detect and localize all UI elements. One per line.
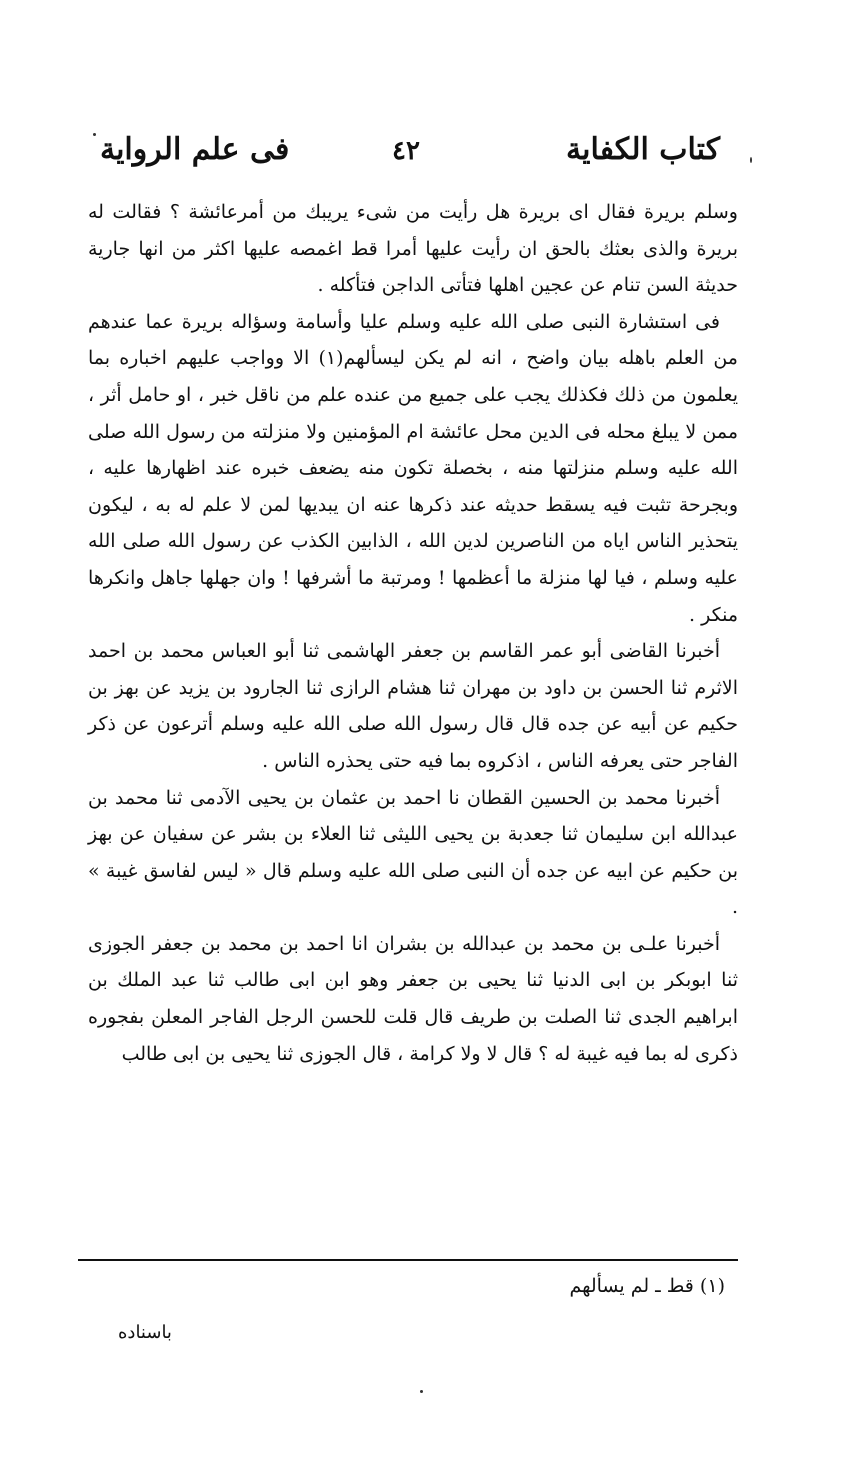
book-title: كتاب الكفاية [566,132,720,167]
paragraph-4: أخبرنا محمد بن الحسين القطان نا احمد بن عثمان بن يحيى الآدمى ثنا محمد بن عبدالله ابن سليمان ثنا جعدبة بن يحيى الليثى ثنا العلاء بن بشر عن سفيان عن بهز بن حكيم عن ابيه عن جده أن النبى صلى الله عليه وسلم قال « ليس لفاسق غيبة » . [88,786,738,919]
catchword: باسناده [118,1322,172,1343]
running-header [100,132,720,182]
page-speck [750,157,752,163]
section-title: فى علم الرواية [100,132,290,167]
footnote-divider [78,1259,738,1261]
page-speck [93,133,96,136]
page-number: ٤٢ [392,136,420,166]
footnote: (١) قط ـ لم يسألهم [569,1275,725,1297]
paragraph-1: وسلم بريرة فقال اى بريرة هل رأيت من شىء يريبك من أمرعائشة ؟ فقالت له بريرة والذى بعثك بالحق ان رأيت عليها أمرا قط اغمصه عليها اكثر من انها جارية حديثة السن تنام عن عجين اهلها فتأتى الداجن فتأكله . [88,201,738,297]
paragraph-2: فى استشارة النبى صلى الله عليه وسلم عليا وأسامة وسؤاله بريرة عما عندهم من العلم باهله بيان واضح ، انه لم يكن ليسألهم(١) الا وواجب عليهم اخباره بما يعلمون من ذلك فكذلك يجب على جميع من عنده علم من ناقل خبر ، او حامل أثر ، ممن لا يبلغ محله فى الدين محل عائشة ام المؤمنين ولا منزلته من رسول الله صلى الله عليه وسلم منزلتها منه ، بخصلة تكون منه يضعف خبره عند اظهارها عليه ، وبجرحة تثبت فيه يسقط حديثه عند ذكرها عنه ان يبديها لمن لا علم له به ، ليكون يتحذير الناس اياه من الناصرين لدين الله ، الذابين الكذب عن رسول الله صلى الله عليه وسلم ، فيا لها منزلة ما أعظمها ! ومرتبة ما أشرفها ! وان جهلها جاهل وانكرها منكر . [88,310,738,626]
paragraph-3: أخبرنا القاضى أبو عمر القاسم بن جعفر الهاشمى ثنا أبو العباس محمد بن احمد الاثرم ثنا الحسن بن داود بن مهران ثنا هشام الرازى ثنا الجارود بن يزيد عن بهز بن حكيم عن أبيه عن جده قال قال رسول الله صلى الله عليه وسلم أترعون عن ذكر الفاجر حتى يعرفه الناس ، اذكروه بما فيه حتى يحذره الناس . [88,640,738,772]
main-text [88,194,738,1072]
paragraph-5: أخبرنا علـى بن محمد بن عبدالله بن بشران انا احمد بن محمد بن جعفر الجوزى ثنا ابوبكر بن ابى الدنيا ثنا يحيى بن جعفر وهو ابن ابى طالب ثنا عبد الملك بن ابراهيم الجدى ثنا الصلت بن طريف قال قلت للحسن الرجل الفاجر المعلن بفجوره ذكرى له بما فيه غيبة له ؟ قال لا ولا كرامة ، قال الجوزى ثنا يحيى بن ابى طالب [88,932,738,1065]
page-speck [420,1390,423,1393]
